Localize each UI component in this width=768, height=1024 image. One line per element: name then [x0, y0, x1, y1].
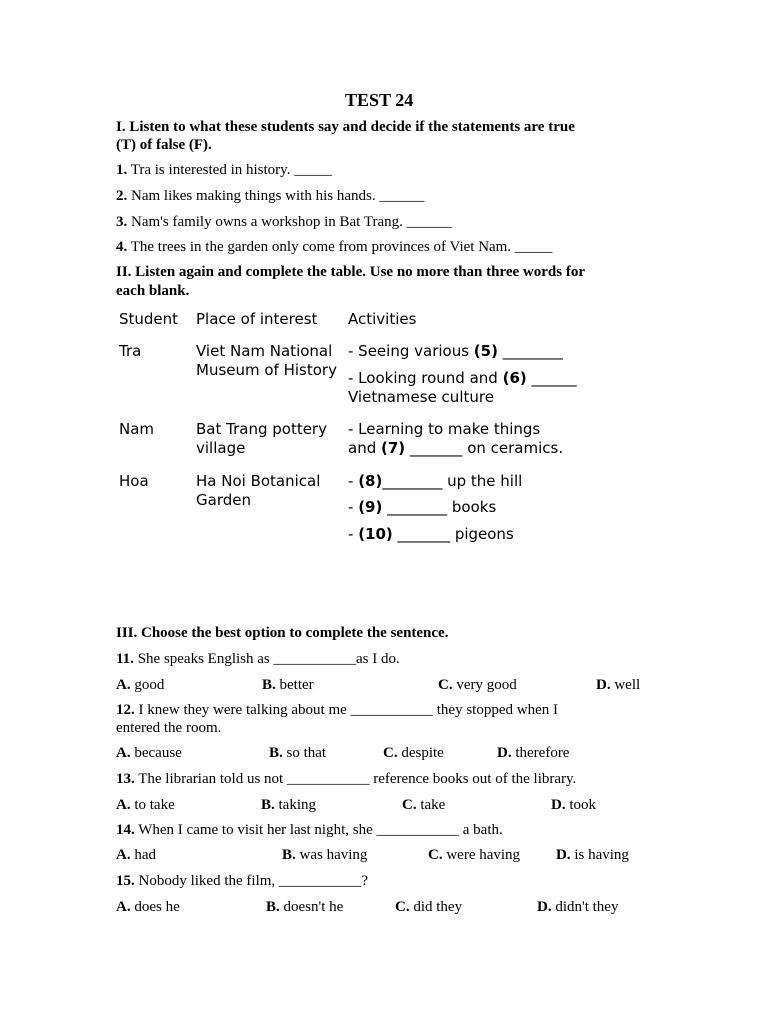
statement-2: 2. Nam likes making things with his hands. ______ — [116, 188, 425, 204]
table-cell-place-hoa-1: Ha Noi Botanical — [196, 472, 321, 490]
section1-heading-line1: I. Listen to what these students say and decide if the statements are true — [116, 119, 575, 135]
q12-option-c: C. despite — [383, 745, 444, 761]
q11-option-b: B. better — [262, 677, 314, 693]
activity-7-line1: - Learning to make things — [348, 420, 541, 438]
activity-10: - (10) _______ pigeons — [348, 525, 514, 543]
activity-6-continued: Vietnamese culture — [348, 388, 494, 406]
question-12: 12. I knew they were talking about me ___________ they stopped when I — [116, 702, 558, 718]
question-12-line2: entered the room. — [116, 720, 222, 736]
activity-6: - Looking round and (6) ______ — [348, 369, 577, 387]
statement-1: 1. Tra is interested in history. _____ — [116, 162, 332, 178]
activity-5: - Seeing various (5) ________ — [348, 342, 563, 360]
q13-option-c: C. take — [402, 797, 446, 813]
page-title: TEST 24 — [345, 90, 414, 110]
activity-9: - (9) ________ books — [348, 498, 497, 516]
question-14: 14. When I came to visit her last night, she ___________ a bath. — [116, 822, 503, 838]
q13-option-b: B. taking — [261, 797, 317, 813]
q15-option-b: B. doesn't he — [266, 899, 344, 915]
table-cell-place-tra-1: Viet Nam National — [196, 342, 333, 360]
table-cell-student-hoa: Hoa — [119, 472, 149, 490]
q14-option-c: C. were having — [428, 847, 521, 863]
table-cell-place-tra-2: Museum of History — [196, 361, 337, 379]
question-11: 11. She speaks English as ___________as I do. — [116, 651, 400, 667]
q11-option-d: D. well — [596, 677, 641, 693]
statement-3: 3. Nam's family owns a workshop in Bat Trang. ______ — [116, 214, 452, 230]
q12-option-a: A. because — [116, 745, 182, 761]
question-13: 13. The librarian told us not ___________ reference books out of the library. — [116, 771, 577, 787]
q14-option-d: D. is having — [556, 847, 629, 863]
q11-option-c: C. very good — [438, 677, 517, 693]
activity-8: - (8)________ up the hill — [348, 472, 523, 490]
section2-heading-line2: each blank. — [116, 283, 190, 299]
q15-option-a: A. does he — [116, 899, 180, 915]
table-header-student: Student — [119, 310, 179, 328]
table-cell-place-hoa-2: Garden — [196, 491, 251, 509]
q14-option-a: A. had — [116, 847, 157, 863]
statement-4: 4. The trees in the garden only come from provinces of Viet Nam. _____ — [116, 239, 553, 255]
q13-option-a: A. to take — [116, 797, 175, 813]
table-cell-student-nam: Nam — [119, 420, 155, 438]
q15-option-d: D. didn't they — [537, 899, 619, 915]
q11-option-a: A. good — [116, 677, 165, 693]
section2-heading-line1: II. Listen again and complete the table. Use no more than three words for — [116, 264, 586, 280]
activity-7: and (7) _______ on ceramics. — [348, 439, 564, 457]
table-cell-place-nam-1: Bat Trang pottery — [196, 420, 327, 438]
q12-option-d: D. therefore — [497, 745, 570, 761]
q13-option-d: D. took — [551, 797, 597, 813]
q14-option-b: B. was having — [282, 847, 368, 863]
q15-option-c: C. did they — [395, 899, 463, 915]
table-cell-place-nam-2: village — [196, 439, 246, 457]
section1-heading-line2: (T) of false (F). — [116, 137, 212, 153]
table-header-place: Place of interest — [196, 310, 318, 328]
table-header-activities: Activities — [348, 310, 417, 328]
section3-heading: III. Choose the best option to complete the sentence. — [116, 625, 449, 641]
table-cell-student-tra: Tra — [119, 342, 142, 360]
q12-option-b: B. so that — [269, 745, 327, 761]
question-15: 15. Nobody liked the film, ___________? — [116, 873, 369, 889]
